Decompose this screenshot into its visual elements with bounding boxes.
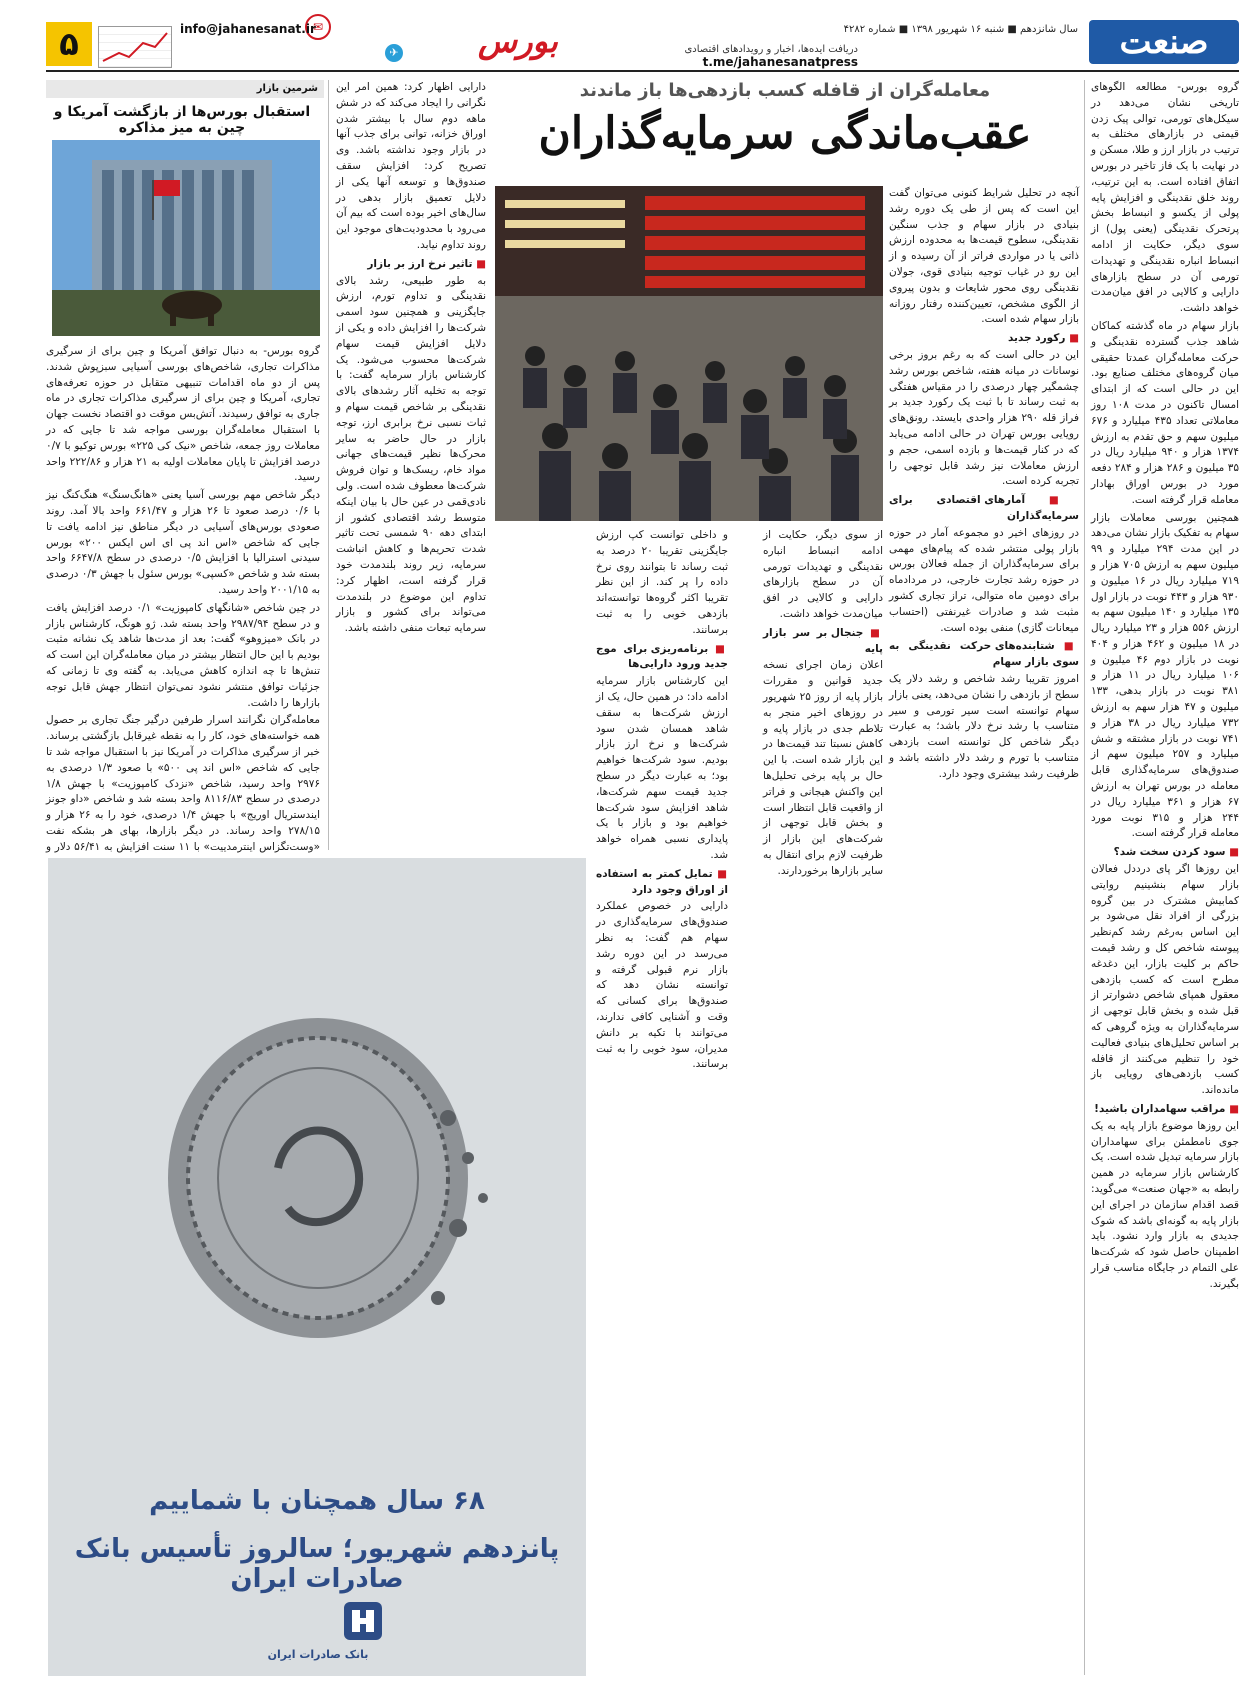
article-column-1 — [1091, 80, 1239, 1675]
subheading: ■ رکورد جدید — [889, 331, 1079, 347]
paragraph: در چین شاخص «شانگهای کامپوزیت» ۰/۱ درصد افزایش یافت و در سطح ۲۹۸۷/۹۴ واحد بسته شد. ژو هونگ، کارشناس بازار در بانک «میزوهو» گفت: بعد از مدت‌ها شاهد یک نشانه مثبت بودیم با این حال انتظار بیشتر در میان معامله‌گران این است که تنش‌ها تا چه اندازه کاهش می‌یابد. به گفته وی تا زمانی که جزئیات توافق منتشر نشود نمی‌توان انتظار جهش قابل توجه بازارها را داشت. — [46, 601, 321, 709]
subheading: ■ جنجال بر سر بازار پایه — [763, 626, 883, 658]
subheading: ■ تمایل کمتر به استفاده از اوراق وجود دارد — [596, 867, 728, 899]
bank-name: بانک صادرات ایران — [267, 1648, 369, 1661]
paragraph: دیگر شاخص مهم بورسی آسیا یعنی «هانگ‌سنگ» هنگ‌کنگ نیز با ۰/۶ درصد صعود تا ۲۶ هزار و ۶۶۱/۴۷ واحد بالا آمد. روند صعودی بورس‌های آسیایی در دیگر مناطق نیز ادامه یافت تا جایی که شاخص «اس اند پی ای اس ایکس ۲۰۰» بورس سیدنی استرالیا با افزایش ۰/۵ درصدی در سطح ۶۶۴۷/۸ واحد بسته شد و شاخص «کسپی» بورس سئول با جهش ۰/۳ درصدی به ۲۰۰۱/۱۵ واحد رسید. — [46, 489, 321, 596]
paragraph: امروز تقریبا رشد شاخص و رشد دلار یک سطح از بازدهی را نشان می‌دهد، یعنی بازار سهام توانسته است سیر تورمی و سیر متناسب با رشد نرخ دلار باشد؛ به عبارت دیگر شاخص کل توانسته است بازدهی متناسب با تورم و رشد دلار داشته باشد و ظرفیت رشد بیشتری وجود دارد. — [889, 672, 1079, 780]
stock-graph-icon — [98, 26, 172, 68]
issue-line: سال شانزدهم ■ شنبه ۱۶ شهریور ۱۳۹۸ ■ شماره ۴۲۸۲ — [843, 24, 1078, 35]
subheading: ■ شتابنده‌های حرکت نقدینگی به سوی بازار سهام — [889, 639, 1079, 671]
article-column-2 — [889, 186, 1079, 1675]
paragraph: آنچه در تحلیل شرایط کنونی می‌توان گفت این است که پس از طی یک دوره رشد بنیادی در بازار سهام و جذب سنگین نقدینگی، سطوح قیمت‌ها به محدوده ارزش ذاتی یا در مواردی فراتر از آن رسیده و از این رو در غیاب توجیه بنیادی قوی، جولان نقدینگی روی محور شایعات و بدون پیروی از الگوی مشخص، تعیین‌کننده رفتار روزانه بازار سهام شده است. — [889, 187, 1079, 326]
left-article-body — [46, 344, 321, 853]
telegram-handle[interactable]: t.me/jahanesanatpress — [702, 55, 858, 69]
paragraph: این روزها اگر پای درددل فعالان بازار سهام بنشینیم روایتی کمابیش مشترک در بین گروه بزرگی از افراد نقل می‌شود بر این اساس به‌رغم رشد کم‌نظیر پیوسته شاخص کل و رشد قیمت حاکم بر کلیت بازار، این دغدغه مطرح است که کسب بازدهی معقول همپای شاخص دشوارتر از قبل شده و بخش قابل توجهی از سرمایه‌گذاران به ویژه گروهی که بر اساس تحلیل‌های بنیادی فعالیت خود را تنظیم می‌کنند از قافله کسب بازدهی‌های رویایی باز مانده‌اند. — [1091, 863, 1239, 1097]
contact-email[interactable]: info@jahanesanat.ir — [180, 22, 316, 36]
header-rule — [46, 70, 1239, 72]
ad-subheadline: پانزدهم شهریور؛ سالروز تأسیس بانک صادرات ایران — [74, 1534, 560, 1594]
paragraph: به طور طبیعی، رشد بالای نقدینگی و تداوم تورم، ارزش جایگزینی و همچنین سود اسمی شرکت‌ها را افزایش داده و یکی از دلایل افزایش قیمت سهام شرکت‌ها محسوب می‌شود. یک کارشناس بازار سرمایه گفت: با توجه به تخلیه آثار رشدهای بالای نقدینگی بر شاخص قیمت سهام و ثبات نسبی نرخ برابری ارز، توجه بازار در حال حاضر به سایر محرک‌ها نظیر قیمت‌های جهانی مواد خام، ریسک‌ها و توان فروش شرکت‌ها معطوف شده است. ولی نادی‌قمی در عین حال با بیان اینکه متوسط رشد اقتصادی کشور از ابتدای دهه ۹۰ شمسی تحت تاثیر شدت تحریم‌ها و کاهش انباشت سرمایه، زیر روند بلندمدت خود قرار گرفته است، اظهار کرد: تداوم این موضوع در بلندمدت می‌تواند برای کشور و بازار سرمایه تبعات منفی داشته باشد. — [336, 274, 486, 635]
column-divider — [328, 80, 329, 850]
ad-headline: ۶۸ سال همچنان با شمایيم — [149, 1486, 485, 1516]
article-column-5 — [336, 80, 486, 635]
telegram-icon: ✈ — [385, 44, 403, 62]
article-kicker: معامله‌گران از قافله کسب بازدهی‌ها باز ماندند — [579, 80, 991, 101]
page-number: ۵ — [46, 22, 92, 66]
telegram-promo — [684, 44, 858, 69]
article-headline: عقب‌ماندگی سرمایه‌گذاران — [538, 108, 1032, 159]
paragraph: گروه بورس- به دنبال توافق آمریکا و چین برای از سرگیری مذاکرات تجاری، شاخص‌های بورسی آسیایی سبزپوش شدند. پس از دو ماه اقدامات تنبیهی متقابل در حوزه تعرفه‌های تجاری، آمریکا و چین برای از سرگیری مذاکرات تجاری در ماه جاری به توافق رسیدند. آتش‌بس موقت دو اقتصاد نخست جهان با استقبال معامله‌گران بورسی مواجه شد تا جایی که در معاملات روز جمعه، شاخص «نیک کی ۲۲۵» بورس توکیو با ۰/۷ درصد افزایش تا پایان معاملات اولیه به ۲۱ هزار و ۲۲۲/۸۶ واحد رسید. — [46, 345, 321, 484]
left-article-title: استقبال بورس‌ها از بازگشت آمریکا و چین به میز مذاکره — [53, 104, 311, 136]
paragraph: دارایی اظهار کرد: همین امر این نگرانی را ایجاد می‌کند که در شش ماهه دوم سال با بیشتر شدن اوراق خزانه، توانی برای جذب آنها در بازار وجود نداشته باشد. وی تصریح کرد: افزایش سقف صندوق‌ها و توسعه آنها یکی از دلایل تعمیق بازار بدهی در سال‌های اخیر بوده است که بیم آن می‌رود با محدودیت‌های موجود این روند تداوم نیابد. — [336, 81, 486, 251]
subheading: ■ برنامه‌ریزی برای موج جدید ورود دارایی‌ها — [596, 642, 728, 674]
paragraph: معامله‌گران نگرانند اسرار طرفین درگیر جنگ تجاری بر حصول همه خواسته‌های خود، کار را به نقطه غیرقابل بازگشتی برساند. خبر از سرگیری مذاکرات در آمریکا نیز با استقبال مواجه شد تا جایی که شاخص «اس اند پی ۵۰۰» با صعود ۱/۳ درصدی به ۲۹۷۶ واحد رسید، شاخص «نزدک کامپوزیت» با جهش ۱/۸ درصدی در سطح ۸۱۱۶/۸۳ واحد بسته شد و شاخص «داو جونز ایندستریال اوریج» با جهش ۱/۴ درصدی، خود را به ۲۶ هزار و ۲۷۸/۱۵ واحد رساند. در دیگر بازارها، بهای هر بشکه نفت «وست‌تگزاس اینترمدییت» با ۱۱ سنت افزایش به ۵۶/۴۱ دلار و — [46, 714, 321, 853]
paragraph: این روزها موضوع بازار پایه به یک جوی نامطمئن برای سهامداران بازار سرمایه تبدیل شده است. یک کارشناس بازار سرمایه در همین رابطه به «جهان صنعت» می‌گوید: قصد اقدام سازمان در اجرای این بازار پایه به گونه‌ای باشد که شوک جدیدی به بازار وارد نشود. باید اطمینان حاصل شود که شرکت‌ها علی التمام در جایگاه مناسب قرار بگیرند. — [1091, 1119, 1239, 1290]
article-column-3 — [763, 528, 883, 1675]
paragraph: گروه بورس- مطالعه الگوهای تاریخی نشان می‌دهد در سیکل‌های تورمی، توالی پیک زدن قیمتی در بازارهای مختلف به ترتیب در بازار ارز و طلا، مسکن و در نهایت با یک فاز تاخیر در بورس اتفاق افتاده است. به این ترتیب، روند خلق نقدینگی و افزایش پایه پولی از یکسو و انبساط بخش پرتحرک نقدینگی (یعنی پول) از سوی دیگر، حکایت از ادامه انبساط انباره نقدینگی و تهدیدات تورمی آن در سطح بازارهای دارایی و کالایی در افق میان‌مدت خواهد داشت. — [1091, 81, 1239, 315]
subheading: ■ آمارهای اقتصادی برای سرمایه‌گذاران — [889, 493, 1079, 525]
paragraph: از سوی دیگر، حکایت از ادامه انبساط انباره نقدینگی و تهدیدات تورمی آن در سطح بازارهای دارایی و کالایی در افق میان‌مدت خواهد داشت. — [763, 529, 883, 620]
paragraph: این کارشناس بازار سرمایه ادامه داد: در همین حال، یک از ارزش شرکت‌ها به سقف شاهد همسان شدن سود شرکت‌ها و نرخ ارز بازار بودیم. سود شرکت‌ها خواهیم بود؛ به عبارت دیگر در سطح جدید قیمت سهم شرکت‌ها، شاهد افزایش سود شرکت‌ها خواهیم بود و بازار با یک پایداری نسبی همراه خواهد شد. — [596, 675, 728, 861]
paragraph: این در حالی است که به رغم بروز برخی نوسانات در میانه هفته، شاخص بورس رشد چشمگیر چهار درصدی را در مقیاس هفتگی به ثبت رساند تا با ثبت یک رکورد جدید بر فراز قله ۲۹۰ هزار واحدی بایستد. رونق‌های رویایی بورس تهران در حالی ادامه می‌یابد که در کنار قیمت‌ها و بازده اسمی، حجم و ارزش معاملات نیز رشد قابل توجهی را تجربه کرده است. — [889, 348, 1079, 488]
shenzhen-exchange-photo — [52, 140, 320, 336]
left-article-tag: شرمین بازار — [46, 80, 324, 98]
subheading: ■ سود کردن سخت شد؟ — [1091, 845, 1239, 861]
mail-icon: ✉ — [305, 14, 331, 40]
paragraph: اعلان زمان اجرای نسخه جدید قوانین و مقررات بازار پایه از روز ۲۵ شهریور در روزهای اخیر منجر به تلاطم جدی در بازار پایه و کاهش نسبتا تند قیمت‌ها در این بازار شده است. با این حال بر پایه برخی تحلیل‌ها این واکنش هیجانی و فراتر از واقعیت قابل انتظار است و بخش قابل توجهی از شرکت‌های این بازار از ظرفیت لازم برای انتقال به سایر بازارها برخوردارند. — [763, 659, 884, 877]
column-divider — [1084, 80, 1085, 1675]
paragraph: در روزهای اخیر دو مجموعه آمار در حوزه بازار پولی منتشر شده که پیام‌های مهمی برای سرمایه‌گذاران از جمله فعالان بورس در حوزه رشد تجارت خارجی، در مرداد‌ماه برای دومین ماه متوالی، تراز تجاری کشور مثبت شد و صادرات غیرنفتی (احتساب میعانات گازی) منفی بوده است. — [889, 526, 1079, 634]
bank-saderat-logo-icon — [342, 1600, 384, 1642]
subheading: ■ تاثیر نرخ ارز بر بازار — [336, 257, 486, 273]
telegram-label: دریافت ایده‌ها، اخبار و رویدادهای اقتصادی — [684, 44, 858, 55]
paragraph: دارایی در خصوص عملکرد صندوق‌های سرمایه‌گذاری در سهام هم گفت: به نظر می‌رسد در این دوره رشد بازار نرم قبولی گرفته و توانسته نشان دهد که صندوق‌ها برای کسانی که وقت و آشنایی کافی ندارند، می‌توانند با تکیه بر دانش مدیران، سود خوبی را به ثبت برسانند. — [596, 900, 728, 1071]
bank-saderat-advertisement[interactable] — [48, 858, 586, 1676]
paragraph: همچنین بورسی معاملات بازار سهام به تفکیک بازار نشان می‌دهد در این مدت ۲۹۴ میلیارد و ۹۹ میلیون سهم به ارزش ۷۰۵ هزار و ۷۱۹ میلیارد ریال در ۱۶ میلیون و ۹۳۰ هزار و ۴۴۳ نوبت در بازار اول ۱۳۵ میلیارد و ۱۴۰ میلیون سهم به ارزش ۵۵۶ هزار و ۲۳ میلیارد ریال در ۱۸ میلیون و ۴۶۲ هزار و ۴۰۴ نوبت در بازار دوم ۴۶ میلیون و ۱۰۶ میلیارد ریال در ۱۱ هزار و ۳۸۱ نوبت در بازار بدهی، ۱۳۳ میلیون و ۴۷ هزار سهم به ارزش ۷۳۲ میلیارد ریال در ۳۸ هزار و ۷۴۱ نوبت در بازار مشتقه و شش میلیارد و ۲۵۷ میلیون سهم از صندوق‌های سرمایه‌گذاری قابل معامله در بورس تهران به ارزش ۶۷ هزار و ۳۶۱ میلیارد ریال در ۲۴۴ هزار و ۳۱۵ نوبت مورد معامله قرار گرفته است. — [1091, 511, 1240, 840]
paragraph: و داخلی توانست کپ ارزش جایگزینی تقریبا ۲۰ درصد به ثبت رساند تا بتوانند روی نرخ داده را پر کند. از این نظر تقریبا اکثر گروه‌ها توانسته‌اند بازدهی خوبی را به ثبت برسانند. — [596, 529, 729, 636]
coin-illustration — [138, 968, 498, 1388]
subheading: ■ مراقب سهامداران باشید! — [1091, 1102, 1239, 1118]
paragraph: بازار سهام در ماه گذشته کماکان شاهد جذب گسترده نقدینگی و حرکت معامله‌گران عمدتا حقیقی میان گروه‌های مختلف صنایع بود. این در حالی است که از ابتدای امسال تاکنون در مدت ۱۰۸ روز معاملاتی تعداد ۴۳۵ میلیارد و ۶۷۶ میلیون سهم و حق تقدم به ارزش ۱۳۷۴ هزار و ۹۴۰ میلیارد ریال در ۳۵ میلیون و ۲۸۶ هزار و ۲۸۴ دفعه مورد در بورس اوراق بهادار معامله قرار گرفته است. — [1091, 319, 1240, 506]
section-name: بورس — [478, 22, 558, 60]
article-column-4 — [596, 528, 728, 1675]
newspaper-logo: صنعت — [1089, 20, 1239, 64]
stock-exchange-photo — [495, 186, 883, 521]
